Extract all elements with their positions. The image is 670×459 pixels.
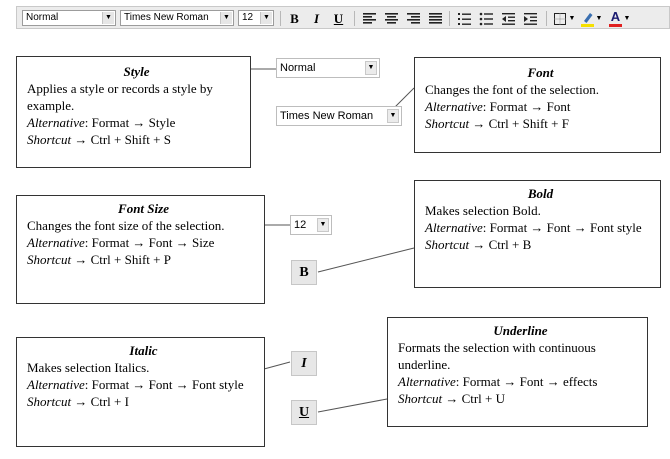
chevron-down-icon[interactable]: ▼: [317, 218, 329, 232]
italic-callout: [16, 337, 265, 447]
font-size-callout-title: Font Size: [118, 201, 169, 216]
font-dropdown-sample[interactable]: [276, 106, 402, 126]
bold-callout: [414, 180, 661, 288]
style-callout-alternative: Alternative: Format → Style: [27, 115, 176, 130]
connector-bold: [318, 248, 414, 272]
font-dropdown-value: Times New Roman: [124, 12, 209, 23]
font-size-dropdown-value: 12: [242, 12, 254, 23]
italic-callout-alternative: Alternative: Format → Font → Font style: [27, 377, 244, 392]
style-sample-value: Normal: [280, 62, 316, 74]
italic-callout-title: Italic: [129, 343, 158, 358]
italic-button[interactable]: I: [313, 11, 320, 26]
chevron-down-icon[interactable]: ▼: [260, 12, 272, 24]
bold-button-sample[interactable]: B: [291, 260, 317, 285]
style-callout-shortcut: Shortcut → Ctrl + Shift + S: [27, 132, 171, 147]
chevron-down-icon[interactable]: ▼: [102, 12, 114, 24]
style-callout: [16, 56, 251, 168]
font-callout-shortcut: Shortcut → Ctrl + Shift + F: [425, 116, 569, 131]
italic-callout-shortcut: Shortcut → Ctrl + I: [27, 394, 129, 409]
font-sample-value: Times New Roman: [280, 110, 374, 122]
font-size-callout-alternative: Alternative: Format → Font → Size: [27, 235, 215, 250]
font-callout: [414, 57, 661, 153]
font-color-icon: A: [610, 9, 621, 24]
bold-callout-desc: Makes selection Bold.: [425, 203, 541, 218]
font-size-callout: [16, 195, 265, 304]
font-size-callout-desc: Changes the font size of the selection.: [27, 218, 225, 233]
underline-callout-shortcut: Shortcut → Ctrl + U: [398, 391, 506, 406]
style-callout-title: Style: [123, 64, 150, 79]
chevron-down-icon[interactable]: ▼: [365, 61, 377, 75]
chevron-down-icon[interactable]: ▼: [623, 14, 631, 22]
font-size-callout-shortcut: Shortcut → Ctrl + Shift + P: [27, 252, 171, 267]
bold-callout-title: Bold: [527, 186, 554, 201]
underline-callout-title: Underline: [493, 323, 548, 338]
font-callout-desc: Changes the font of the selection.: [425, 82, 600, 97]
underline-callout: [387, 317, 648, 427]
underline-button-sample[interactable]: U: [291, 400, 317, 425]
italic-button-sample[interactable]: I: [291, 351, 317, 376]
connector-italic: [264, 362, 290, 369]
bold-callout-shortcut: Shortcut → Ctrl + B: [425, 237, 532, 252]
style-dropdown-sample[interactable]: [276, 58, 380, 78]
font-size-dropdown-sample[interactable]: [290, 215, 332, 235]
chevron-down-icon[interactable]: ▼: [568, 14, 576, 22]
style-callout-desc: Applies a style or records a style by example.: [27, 81, 213, 113]
underline-callout-alternative: Alternative: Format → Font → effects: [398, 374, 598, 389]
underline-button[interactable]: U: [333, 11, 344, 26]
connector-underline: [318, 399, 387, 412]
font-callout-alternative: Alternative: Format → Font: [425, 99, 571, 114]
bold-callout-alternative: Alternative: Format → Font → Font style: [425, 220, 642, 235]
underline-callout-desc: Formats the selection with continuous underline.: [398, 340, 596, 372]
style-dropdown-value: Normal: [26, 12, 59, 23]
italic-callout-desc: Makes selection Italics.: [27, 360, 150, 375]
chevron-down-icon[interactable]: ▼: [220, 12, 232, 24]
font-size-sample-value: 12: [294, 219, 307, 231]
chevron-down-icon[interactable]: ▼: [595, 14, 603, 22]
bold-button[interactable]: B: [290, 11, 299, 26]
font-callout-title: Font: [527, 65, 554, 80]
chevron-down-icon[interactable]: ▼: [387, 109, 399, 123]
